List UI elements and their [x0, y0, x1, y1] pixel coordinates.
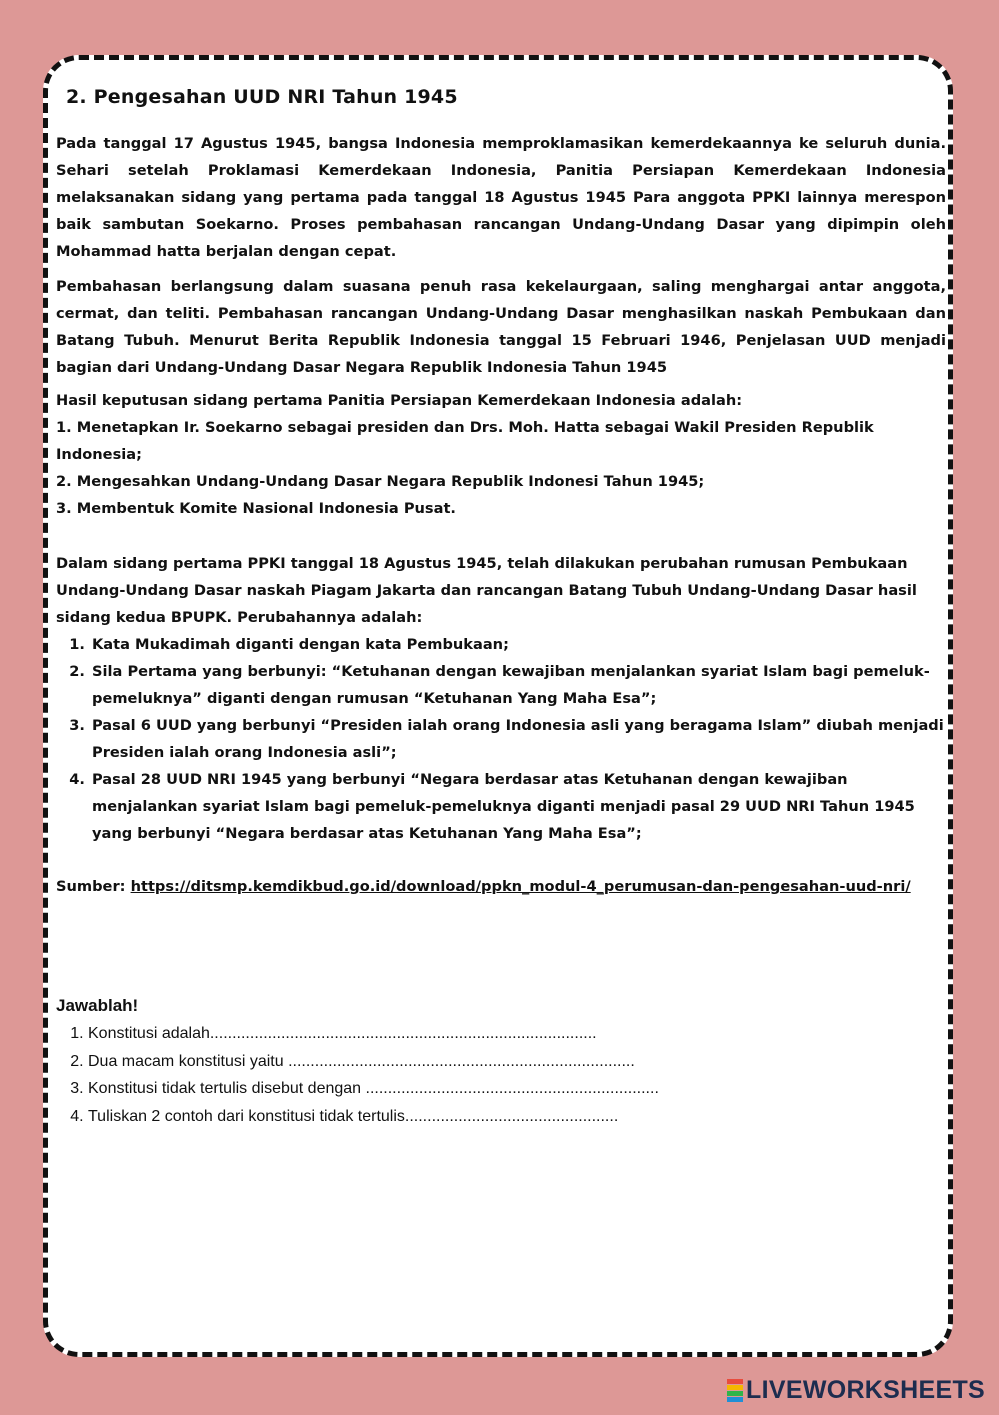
list-item: 3. Pasal 6 UUD yang berbunyi “Presiden ialah orang Indonesia asli yang beragama Islam” diubah menjadi Presiden ialah orang Indonesia asli”;: [90, 712, 946, 766]
question-item[interactable]: 3. Konstitusi tidak tertulis disebut dengan ..................................................................: [88, 1075, 946, 1103]
paragraph-proclamation: Pada tanggal 17 Agustus 1945, bangsa Indonesia memproklamasikan kemerdekaannya ke seluruh dunia. Sehari setelah Proklamasi Kemerdekaan Indonesia, Panitia Persiapan Kemerdekaan Indonesia melaksanakan sidang yang pertama pada tanggal 18 Agustus 1945 Para anggota PPKI lainnya merespon baik sambutan Soekarno. Proses pembahasan rancangan Undang-Undang Dasar yang dipimpin oleh Mohammad hatta berjalan dengan cepat.: [56, 135, 946, 260]
liveworksheets-logo: [727, 1376, 985, 1405]
decision-lead: Hasil keputusan sidang pertama Panitia Persiapan Kemerdekaan Indonesia adalah:: [56, 392, 743, 409]
questions-title: Jawablah!: [56, 996, 139, 1015]
questions-section: [56, 996, 946, 1130]
list-item: 3. Membentuk Komite Nasional Indonesia Pusat.: [56, 500, 456, 517]
source-label: Sumber:: [56, 878, 126, 895]
question-item[interactable]: 2. Dua macam konstitusi yaitu ..............................................................................: [88, 1048, 946, 1076]
paragraph-discussion: Pembahasan berlangsung dalam suasana penuh rasa kekelaurgaan, saling menghargai antar anggota, cermat, dan teliti. Pembahasan rancangan Undang-Undang Dasar menghasilkan naskah Pembukaan dan Batang Tubuh. Menurut Berita Republik Indonesia tanggal 15 Februari 1946, Penjelasan UUD menjadi bagian dari Undang-Undang Dasar Negara Republik Indonesia Tahun 1945: [56, 278, 946, 376]
list-item: 4. Pasal 28 UUD NRI 1945 yang berbunyi “Negara berdasar atas Ketuhanan dengan kewajiban menjalankan syariat Islam bagi pemeluk-pemeluknya diganti menjadi pasal 29 UUD NRI Tahun 1945 yang berbunyi “Negara berdasar atas Ketuhanan Yang Maha Esa”;: [90, 766, 946, 847]
questions-list: [56, 1020, 946, 1130]
question-item[interactable]: 1. Konstitusi adalah.......................................................................................: [88, 1020, 946, 1048]
section-title: 2. Pengesahan UUD NRI Tahun 1945: [66, 86, 458, 108]
changes-lead: Dalam sidang pertama PPKI tanggal 18 Agustus 1945, telah dilakukan perubahan rumusan Pembukaan Undang-Undang Dasar naskah Piagam Jakarta dan rancangan Batang Tubuh Undang-Undang Dasar hasil sidang kedua BPUPK. Perubahannya adalah:: [56, 555, 917, 626]
list-item: 1. Kata Mukadimah diganti dengan kata Pembukaan;: [90, 631, 946, 658]
live-icon: [727, 1379, 743, 1403]
source-line: [56, 873, 946, 900]
worksheet-content: [56, 86, 946, 1130]
list-item: 2. Mengesahkan Undang-Undang Dasar Negara Republik Indonesi Tahun 1945;: [56, 473, 705, 490]
list-item: 2. Sila Pertama yang berbunyi: “Ketuhanan dengan kewajiban menjalankan syariat Islam bagi pemeluk-pemeluknya” diganti dengan rumusan “Ketuhanan Yang Maha Esa”;: [90, 658, 946, 712]
source-link[interactable]: https://ditsmp.kemdikbud.go.id/download/ppkn_modul-4_perumusan-dan-pengesahan-uud-nri/: [130, 878, 911, 895]
list-item: 1. Menetapkan Ir. Soekarno sebagai presiden dan Drs. Moh. Hatta sebagai Wakil Presiden Republik Indonesia;: [56, 419, 874, 463]
changes-list: [56, 631, 946, 847]
decision-list: [56, 414, 946, 522]
brand-name: LIVEWORKSHEETS: [746, 1376, 985, 1404]
question-item[interactable]: 4. Tuliskan 2 contoh dari konstitusi tidak tertulis................................................: [88, 1103, 946, 1131]
